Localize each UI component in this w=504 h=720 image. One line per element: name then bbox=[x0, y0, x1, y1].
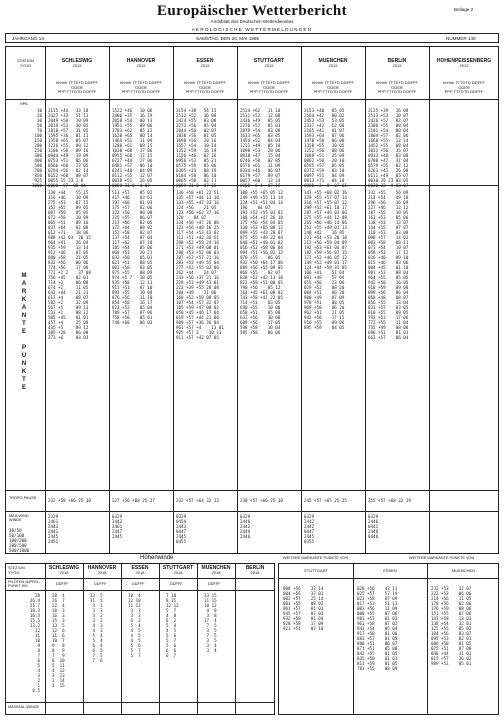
hpa-label: HPA bbox=[20, 102, 28, 106]
markante-muenchen: 343 +55 +68 02 16 329 +55 +57 07 14 316 +57 +55 07 12 299 +52 +61 10 17 287 +57 +49 03 06 275 +55 +44 12 08 265 +56 +46 14 06 253 +55 +49 01 13 240 +42 16 05 231 +54 +53 20 10 212 +56 +59 04 09 192 +53 +61 04 07 182 +59 +56 07 15 171 +52 +46 05 12 149 +52 +49 01 17 124 +44 +59 31 05 106 +41 51 04 091 +49 57 04 055 +50 23 06 029 +52 08 20 004 +51 06 20 980 +49 07 09 978 +51 08 05 969 +58 06 20 962 +51 21 05 943 +50 17 15 916 +55 09 06 895 +59 04 05 bbox=[304, 190, 347, 330]
station-head-muenchen: MUENCHEN 2012 bbox=[318, 58, 348, 68]
station-head-berlin: BERLIN 2012 bbox=[387, 58, 407, 68]
upper-table bbox=[5, 46, 499, 554]
section-title: AEROLOGISCHE WETTERMELDUNGEN bbox=[191, 27, 313, 32]
code-head: hhhhh TTTDTD DDFFF ODER PPP TTTDTD DDFFF bbox=[443, 80, 485, 95]
markante-letter bbox=[20, 336, 28, 344]
page-title: Europäischer Wetterbericht bbox=[157, 3, 347, 19]
hw-head-essen: ESSEN 2018 bbox=[131, 565, 149, 575]
nummer-label: NUMMER 140 bbox=[446, 36, 476, 41]
station-head-hannover: HANNOVER 2012 bbox=[126, 58, 156, 68]
info-bar bbox=[5, 33, 499, 43]
tropopause-label: TROPO-PAUSE bbox=[9, 496, 37, 500]
hoehenwinde-title: Höhenwinde bbox=[140, 555, 174, 561]
station-head-essen: ESSEN 2012 bbox=[196, 58, 214, 68]
markante-letter: A bbox=[21, 305, 27, 311]
hw-essen: 10 4 12 10 11 12 3 3 3 3 6 2 5 4 4 5 4 5 4 5 5 6 5 7 5 7 bbox=[128, 593, 141, 658]
piloten-label: PILOTEN-GIPFEL-PUNKT KM bbox=[8, 580, 41, 588]
hw-stuttgart: 7 10 8 15 12 12 5 7 4 8 6 2 5 4 4 5 5 6 5 7 5 6 6 6 6 7 bbox=[166, 593, 179, 658]
markante-letter: N bbox=[21, 313, 27, 319]
maxwind-hannover: 0329 2442 2461 2447 2445 bbox=[112, 514, 123, 539]
markante-berlin: 332 +55 56 09 314 +54 49 18 296 +56 16 09 227 +46 12 12 187 +55 10 05 163 +53 05 06 138 +53 13 07 134 +55 07 07 110 +53 03 08 098 +57 14 02 083 +58 08 11 073 +54 10 07 058 +53 17 12 036 +40 09 10 015 +46 03 06 004 +45 01 10 981 +53 08 04 964 +55 05 05 942 +50 16 05 918 +59 09 08 899 +56 06 04 868 +48 08 07 856 +55 13 04 833 +57 03 05 810 +55 09 05 793 +53 17 06 772 +55 11 04 735 +49 08 08 696 +51 01 01 663 +57 06 04 bbox=[368, 190, 409, 340]
std-levels-berlin: 3135 +39 16 08 2513 +53 10 07 2426 +52 02 07 2306 +55 00 04 2101 +54 00 04 1804 +57 02 06 1660 +55 12 14 1452 +55 08 04 1031 +56 35 07 0933 +48 03 08 0700 +47 31 04 0579 +55 02 12 0263 +43 26 08 0111 +49 05 07 0030 29 23 03 05 0020 22 9 03 07 bbox=[368, 108, 409, 188]
station-head-schleswig: SCHLESWIG 2012 bbox=[61, 58, 93, 68]
jahrgang-label: JAHRGANG 14 bbox=[12, 36, 44, 41]
station-head-hohenpeissenberg: HOHENPEISSENBERG 2012 bbox=[436, 58, 492, 68]
hpa-levels: 10 20 30 50 70 100 150 200 250 300 400 500 700 850 925 1000 bbox=[31, 108, 42, 188]
weitere-head-stuttgart: STUTTGART bbox=[304, 568, 328, 573]
code-head: hhhhh TTTDTD DDFFF ODER PPP TTTDTD DDFFF bbox=[184, 80, 226, 95]
tropo-hannover: 227 +56 +68 25 27 bbox=[112, 498, 155, 503]
station-label: STATION YYGG bbox=[17, 58, 34, 68]
markante-letter: A bbox=[21, 281, 27, 287]
tropo-essen: 232 +57 +64 32 13 bbox=[176, 498, 219, 503]
maxwind-stuttgart: 0329 2446 2442 2449 2446 bbox=[240, 514, 251, 539]
tropo-berlin: 255 +57 +68 32 19 bbox=[368, 498, 411, 503]
weitere-stuttgart: 008 +56 32 14 004 +56 37 01 002 +57 25 14 001 +55 08 02 961 +57 01 03 945 +57 07 03 932 +59 01 04 928 +58 17 09 921 +51 03 10 bbox=[283, 586, 324, 631]
markante-letter: T bbox=[22, 321, 26, 327]
hw-head-schleswig: SCHLESWIG 2018 bbox=[48, 565, 80, 575]
weitere-muenchen: 232 +53 32 07 222 +53 06 06 214 +56 11 05 178 +56 02 06 176 +59 08 06 151 +55 07 06 143 +58 13 03 138 +54 32 01 125 +55 05 02 104 +56 03 07 095 +53 02 01 086 +58 01 05 075 +51 07 08 048 +44 31 01 015 +57 36 02 989 +51 05 01 bbox=[431, 586, 472, 666]
maxwind-label: MAX-WIND WINDE bbox=[9, 514, 29, 522]
hw-hannover: 13 5 11 5 3 1 3 3 3 2 3 2 4 3 4 3 5 4 5 4 6 4 6 5 7 5 7 6 bbox=[90, 593, 103, 663]
date-label: SAMSTAG, DEN 20. MAI 1989 bbox=[196, 36, 259, 41]
hw-muenchen: 13 15 11 15 10 12 4 8 3 8 17 4 7 5 3 5 7 5 3 5 3 4 3 4 bbox=[204, 593, 217, 653]
hw-station-label: STATION YYGG bbox=[8, 565, 25, 575]
weitere-head-essen: ESSEN bbox=[383, 568, 397, 573]
std-levels-stuttgart: 2524 +62 11 10 2531 +52 12 08 2436 +49 05 05 2276 +57 05 03 2079 +54 03 08 1633 +65 03 05 1454 +52 04 04 1211 +49 05 18 1098 +53 28 06 0938 +47 15 04 0746 +58 02 05 0576 +65 11 09 0334 +46 06 07 0179 +57 09 07 0057 +60 13 14 0000 6 4 07 15 bbox=[240, 108, 281, 188]
markante-letter: E bbox=[21, 385, 26, 391]
maxwind-berlin: 0329 2446 0441 2448 0446 bbox=[368, 514, 379, 539]
hw-head-muenchen: MUENCHEN 2018 bbox=[201, 565, 231, 575]
tropo-schleswig: 232 +58 +66 25 30 bbox=[48, 498, 91, 503]
markante-letter: P bbox=[21, 345, 26, 351]
maxwind-levels: 30/50 50/100 100/200 200/500 500/1000 bbox=[9, 528, 30, 553]
markante-letter: E bbox=[21, 329, 26, 335]
markante-letter: T bbox=[22, 377, 26, 383]
markante-letter: U bbox=[21, 353, 27, 359]
km-levels: 28 26.4 21.7 18.3 16.3 15.5 13.2 12 11 10 9 8 7 6 5 4 3 2 1 0.5 bbox=[29, 593, 40, 693]
markante-letter: R bbox=[21, 289, 27, 295]
markante-stuttgart: 300 +55 +65 05 12 249 +49 +55 13 14 224 +51 +51 04 14 196 04 07 191 +52 +55 03 02 188 +54 +47 26 18 175 +56 +54 04 05 130 +53 +65 08 12 099 +55 +43 20 07 075 +55 +49 22 04 040 +51 +48 01 02 016 +52 +58 06 04 994 +51 +56 02 12 970 +55 06 05 932 +50 +64 17 06 889 +56 +55 09 05 868 +55 02 07 838 +52 +42 13 10 822 +58 +51 00 05 790 +56 05 12 764 +45 +61 08 02 743 +58 +41 22 05 714 +51 03 05 690 +55 10 08 658 +51 05 08 632 +56 30 08 609 +56 17 05 598 +58 10 04 585 +58 06 06 bbox=[240, 190, 283, 335]
std-levels-hannover: 1522 +46 10 06 2486 +35 16 19 2050 +54 00 13 1951 +55 09 06 1783 +62 05 12 1620 +65 00 14 1464 +51 11 09 1280 +61 09 15 1030 +60 17 06 0955 +60 17 15 0727 +44 27 06 0481 +57 06 10 0241 +40 04 09 0112 +55 12 07 0038 +51 26 05 0000 31 0 4 07 bbox=[112, 108, 153, 188]
markante-schleswig: 338 +44 55 15 316 +46 10 09 275 +53 07 15 152 +55 09 05 087 +59 05 05 072 +58 10 09 065 +51 09 16 037 +64 02 08 012 +71 18 06 988 +42 03 20 15 964 +41 26 04 935 +59 13 14 912 +46 07 05 880 +58 21 05 832 +56 00 06 774 +56 17 08 772 +1 2 37 08 756 +45 02 01 714 +2 06 08 674 +2 11 05 642 +44 21 21 617 +4 08 07 582 +2 32 09 567 +5 09 13 533 +1 08 12 505 +45 01 01 457 +4 25 08 435 +5 09 12 385 +28 06 08 373 +6 03 03 bbox=[48, 190, 91, 340]
tropo-muenchen: 245 +57 +65 25 25 bbox=[304, 498, 347, 503]
beilage-label: Beilage 2 bbox=[454, 7, 474, 12]
hw-head-hannover: HANNOVER 2018 bbox=[87, 565, 117, 575]
code-head: hhhhh TTTDTD DDFFF ODER PPP TTTDTD DDFFF bbox=[56, 80, 98, 95]
hw-maxwind-label: MAXIMAL-WINDE bbox=[8, 705, 40, 709]
markante-hannover: 511 +57 05 02 417 +46 03 61 397 +60 01 03 375 +57 02 06 322 +50 08 08 225 +55 06 07 217 +56 02 05 172 +64 08 02 152 +58 02 07 137 +54 07 04 117 +62 07 18 105 +54 05 06 068 +53 20 21 032 +50 05 03 021 +51 08 05 003 +58 02 05 975 +55 08 09 974 +5 7 18 05 935 +58 12 11 911 +51 07 10 893 +55 10 08 876 +56 11 10 854 +50 16 17 823 +52 05 04 789 +57 07 06 758 +58 05 01 740 +60 06 03 bbox=[112, 190, 153, 325]
std-levels-muenchen: 3153 +40 05 05 2584 +42 00 02 2453 +53 53 05 2337 +42 52 08 2105 +41 01 07 1593 +64 07 06 1470 +58 06 00 1350 +55 10 05 1252 +56 08 06 1088 +51 25 09 0802 +50 20 10 0595 +57 05 05 0372 +59 03 10 0097 +51 04 09 0013 +71 04 10 0000 3 0 07 01 bbox=[304, 108, 347, 188]
hoehenwinde-table bbox=[5, 563, 275, 715]
tropo-stuttgart: 230 +57 +66 25 30 bbox=[240, 498, 283, 503]
maxwind-essen: 0329 0454 2443 0447 2445 0455 bbox=[176, 514, 187, 544]
weitere-essen: 028 +56 42 11 025 +57 57 19 023 +58 07 09 017 +53 51 13 003 +56 11 09 000 +55 07 06 981 +57 01 03 961 +58 07 02 941 +54 05 04 917 +58 01 06 881 +57 01 05 880 +51 06 07 871 +51 05 08 842 +55 01 05 835 +50 01 01 811 +59 01 05 783 +55 08 09 bbox=[357, 586, 398, 671]
ddfff-head: DDFFF bbox=[170, 582, 183, 586]
hw-schleswig: 28 4 26 7 22 4 18 3 16 3 15 3 13 5 12 6 11 6 10 7 9 8 8 9 7 9 6 10 5 11 4 12 3 13 2 14 1 15 bbox=[52, 593, 65, 688]
weitere-head-muenchen: MUENCHEN bbox=[451, 568, 476, 573]
std-levels-schleswig: 3115 +44 33 18 2427 +33 51 11 2049 +50 10 09 2019 +53 30 05 1818 +57 31 05 1595 +36 01 11 1358 +65 05 07 1226 +55 09 12 1106 +58 09 16 0944 +49 19 09 0753 +51 05 06 0566 +68 23 05 0294 +56 02 14 0152 +60 08 07 0055 15 23 1 6 0000 97 08 04 bbox=[48, 108, 89, 188]
page-subtitle: Amtsblatt des Deutschen Wetterdienstes bbox=[210, 19, 294, 24]
ddfff-head: DDFFF bbox=[94, 582, 107, 586]
maxwind-muenchen: 0329 2442 2442 0447 2445 0355 bbox=[304, 514, 315, 544]
ddfff-head: DDFFF bbox=[56, 582, 69, 586]
ddfff-head: DDFFF bbox=[132, 582, 145, 586]
code-head: hhhhh TTTDTD DDFFF ODER PPP TTTDTD DDFFF bbox=[312, 80, 354, 95]
markante-punkte-label bbox=[20, 272, 28, 392]
weitere-table bbox=[278, 556, 499, 715]
markante-letter: M bbox=[21, 273, 27, 279]
station-head-stuttgart: STUTTGART 2012 bbox=[253, 58, 285, 68]
hw-head-stuttgart: STUTTGART 2018 bbox=[162, 565, 194, 575]
maxwind-schleswig: 2329 2461 2443 2441 2445 2451 bbox=[48, 514, 59, 544]
code-head: hhhhh TTTDTD DDFFF ODER PPP TTTDTD DDFFF bbox=[120, 80, 162, 95]
weitere-title: WEITERE MARKANTE PUNKTE VON bbox=[283, 556, 349, 560]
markante-letter: K bbox=[21, 297, 27, 303]
ddfff-head: DDFFF bbox=[208, 582, 221, 586]
weitere-title-2: WEITERE MARKANTE PUNKTE VON bbox=[409, 556, 475, 560]
markante-essen: 136 +58 +61 22 51 135 +57 +44 13 10 131 +55 +47 33 16 124 +56 21 05 123 +56 +62 37 16 120 04 07 134 +56 +47 26 06 122 +56 +48 16 25 117 +54 +53 43 02 112 +51 +42 36 51 298 +52 +59 24 16 271 +53 +49 08 01 288 +53 +52 06 03 287 +52 +57 21 16 283 +53 +49 55 04 277 +52 +55 03 06 262 +44 24 07 243 +56 +37 21 16 229 +53 +49 43 01 223 +39 +55 28 08 204 +49 21 06 168 +52 +59 08 05 107 +54 +57 32 07 105 +59 +47 08 02 050 +45 +46 17 04 019 +57 +44 21 06 989 +57 +36 36 04 961 +57 +4 13 01 925 +57 3 10 13 911 +57 +42 07 05 bbox=[176, 190, 224, 340]
hw-head-berlin: BERLIN 2018 bbox=[245, 565, 265, 575]
std-levels-essen: 3154 +38 54 15 2512 +52 36 08 2424 +55 03 08 2273 +56 05 04 2044 +56 02 07 1830 +56 01 05 1698 +56 20 16 1557 +54 10 14 1352 +59 16 19 1156 +46 02 16 0956 +53 05 21 0575 +59 05 06 0305 +23 08 19 0184 +58 06 10 0065 +50 02 11 0059 31 0 07 15 bbox=[176, 108, 217, 188]
code-head: hhhhh TTTDTD DDFFF ODER PPP TTTDTD DDFFF bbox=[248, 80, 290, 95]
code-head: hhhhh TTTDTD DDFFF ODER PPP TTTDTD DDFFF bbox=[376, 80, 418, 95]
markante-letter: K bbox=[21, 369, 27, 375]
markante-letter: N bbox=[21, 361, 27, 367]
